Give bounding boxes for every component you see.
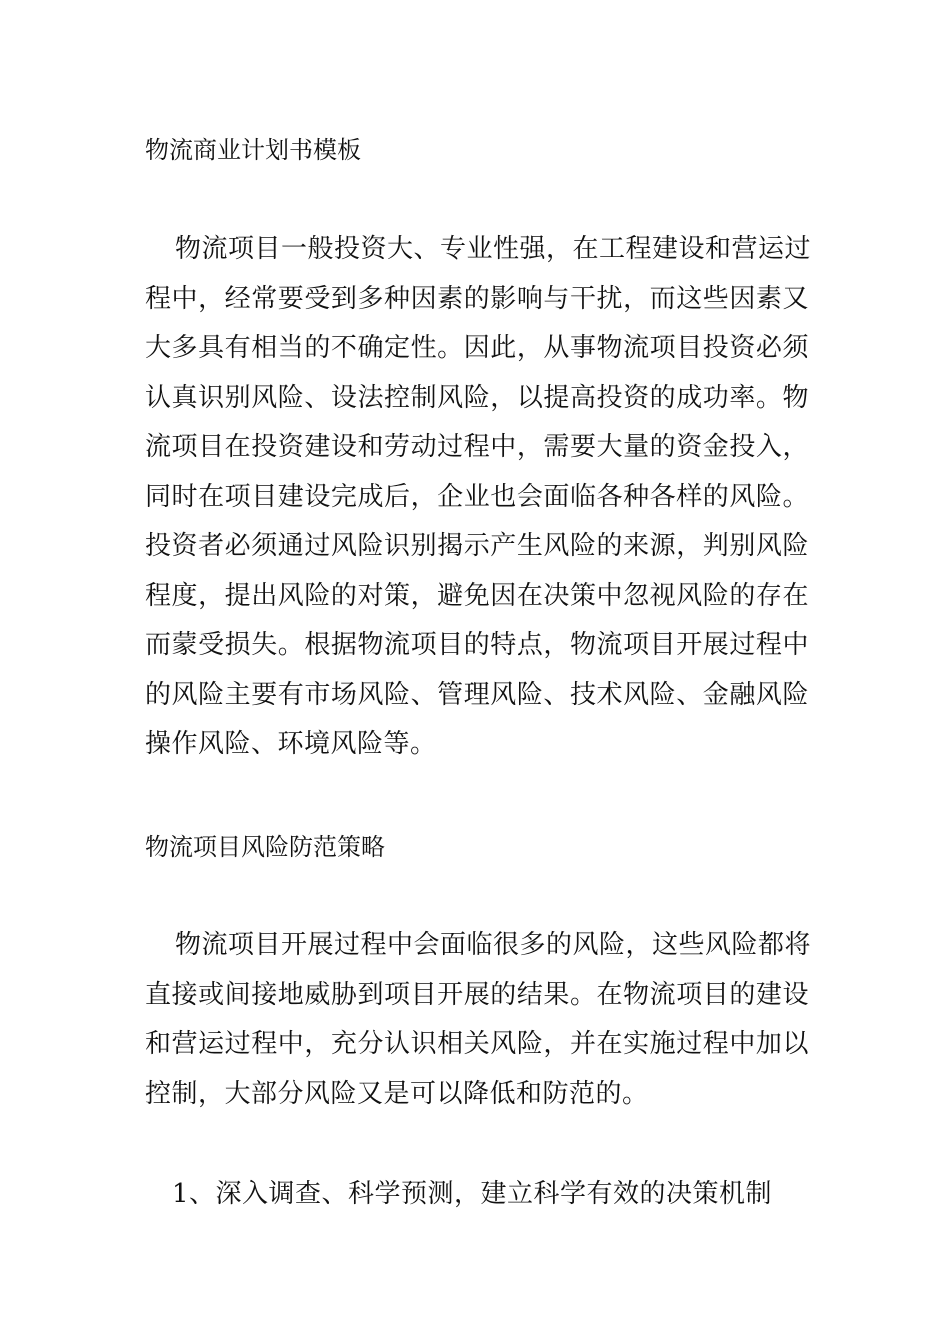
paragraph-line: 程度，提出风险的对策，避免因在决策中忽视风险的存在 <box>145 580 809 611</box>
paragraph-line: 流项目在投资建设和劳动过程中，需要大量的资金投入， <box>145 432 809 462</box>
section-heading: 物流项目风险防范策略 <box>145 833 385 861</box>
paragraph-line: 投资者必须通过风险识别揭示产生风险的来源，判别风险 <box>145 531 809 561</box>
paragraph-line: 认真识别风险、设法控制风险，以提高投资的成功率。物 <box>145 382 809 413</box>
paragraph-line: 的风险主要有市场风险、管理风险、技术风险、金融风险 <box>145 679 809 710</box>
list-item: 1、深入调查、科学预测，建立科学有效的决策机制 <box>172 1179 773 1209</box>
paragraph-line: 直接或间接地威胁到项目开展的结果。在物流项目的建设 <box>145 979 809 1010</box>
strategy-paragraph <box>145 921 812 1119</box>
intro-paragraph <box>145 225 812 770</box>
paragraph-line: 程中，经常要受到多种因素的影响与干扰，而这些因素又 <box>145 283 809 314</box>
paragraph-line: 同时在项目建设完成后，企业也会面临各种各样的风险。 <box>145 481 809 512</box>
document-title: 物流商业计划书模板 <box>145 136 361 164</box>
paragraph-line: 操作风险、环境风险等。 <box>145 729 437 759</box>
paragraph-line: 控制，大部分风险又是可以降低和防范的。 <box>145 1078 649 1109</box>
paragraph-line: 大多具有相当的不确定性。因此，从事物流项目投资必须 <box>145 333 809 363</box>
paragraph-line: 物流项目一般投资大、专业性强，在工程建设和营运过 <box>175 234 812 264</box>
paragraph-line: 而蒙受损失。根据物流项目的特点，物流项目开展过程中 <box>145 630 809 660</box>
paragraph-line: 和营运过程中，充分认识相关风险，并在实施过程中加以 <box>145 1029 809 1059</box>
paragraph-line: 物流项目开展过程中会面临很多的风险，这些风险都将 <box>175 930 812 960</box>
